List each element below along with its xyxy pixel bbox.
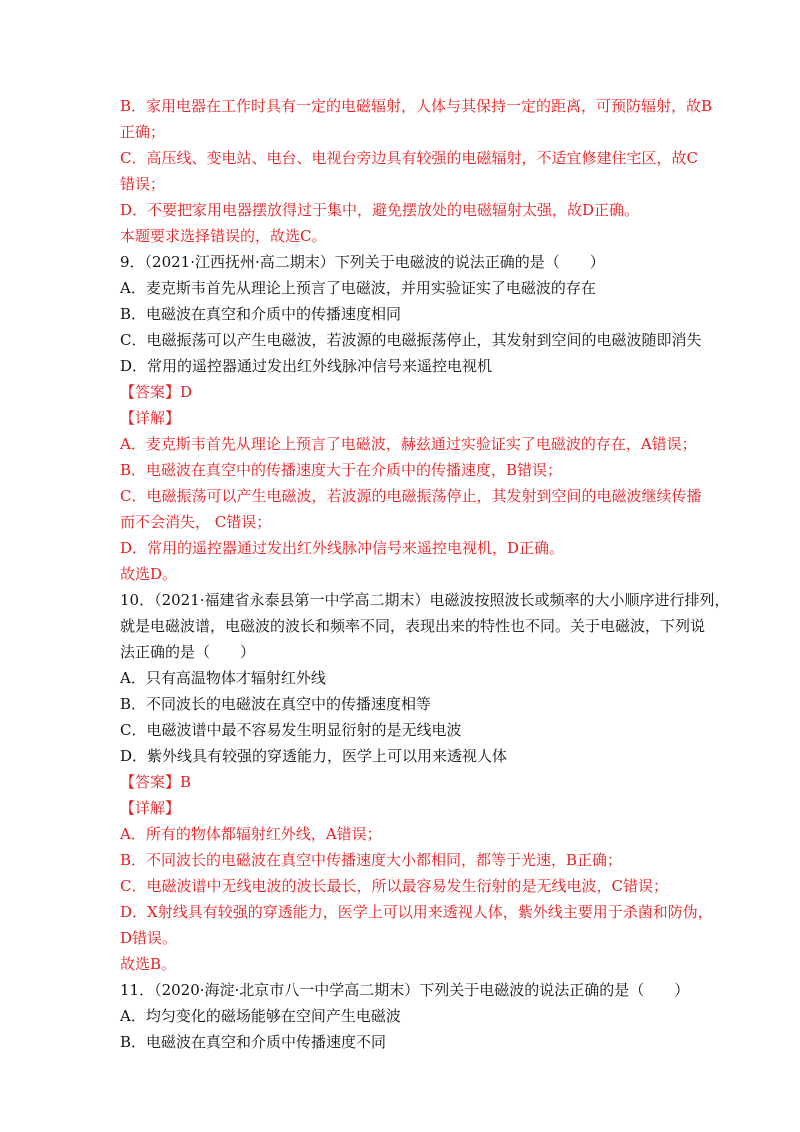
explanation-line: C．电磁波谱中无线电波的波长最长，所以最容易发生衍射的是无线电波，C错误； [120, 877, 668, 895]
answer-line: 错误； [120, 175, 166, 193]
explanation-label: 【详解】 [120, 799, 181, 817]
explanation-line: D．X射线具有较强的穿透能力，医学上可以用来透视人体，紫外线主要用于杀菌和防伪， [120, 903, 713, 921]
explanation-line: D．常用的遥控器通过发出红外线脉冲信号来遥控电视机，D正确。 [120, 539, 565, 557]
conclusion-line: 故选D。 [120, 565, 178, 583]
option-line: D．紫外线具有较强的穿透能力，医学上可以用来透视人体 [120, 747, 508, 765]
question-stem: 就是电磁波谱，电磁波的波长和频率不同，表现出来的特性也不同。关于电磁波，下列说 [120, 617, 706, 635]
explanation-line: B．电磁波在真空中的传播速度大于在介质中的传播速度，B错误； [120, 461, 563, 479]
question-stem: 11．（2020·海淀·北京市八一中学高二期末）下列关于电磁波的说法正确的是（ ） [120, 981, 690, 999]
question-stem: 10．（2021·福建省永泰县第一中学高二期末）电磁波按照波长或频率的大小顺序进行排列， [120, 591, 730, 609]
answer-label: 【答案】D [120, 383, 193, 401]
option-line: C．电磁波谱中最不容易发生明显衍射的是无线电波 [120, 721, 462, 739]
explanation-line: A．所有的物体都辐射红外线，A错误； [120, 825, 382, 843]
option-line: B．电磁波在真空和介质中的传播速度相同 [120, 305, 402, 323]
option-line: C．电磁振荡可以产生电磁波，若波源的电磁振荡停止，其发射到空间的电磁波随即消失 [120, 331, 702, 349]
option-line: B．不同波长的电磁波在真空中的传播速度相等 [120, 695, 432, 713]
explanation-line: A．麦克斯韦首先从理论上预言了电磁波，赫兹通过实验证实了电磁波的存在，A错误； [120, 435, 697, 453]
answer-line: C．高压线、变电站、电台、电视台旁边具有较强的电磁辐射，不适宜修建住宅区，故C [120, 149, 698, 167]
explanation-line: C．电磁振荡可以产生电磁波，若波源的电磁振荡停止，其发射到空间的电磁波继续传播 [120, 487, 702, 505]
answer-line: 正确； [120, 123, 166, 141]
explanation-label: 【详解】 [120, 409, 181, 427]
answer-label: 【答案】B [120, 773, 192, 791]
option-line: B．电磁波在真空和介质中传播速度不同 [120, 1033, 387, 1051]
answer-line: B．家用电器在工作时具有一定的电磁辐射，人体与其保持一定的距离，可预防辐射，故B [120, 97, 713, 115]
conclusion-line: 故选B。 [120, 955, 177, 973]
explanation-line: 而不会消失， C错误； [120, 513, 272, 531]
question-stem: 9．（2021·江西抚州·高二期末）下列关于电磁波的说法正确的是（ ） [120, 253, 605, 271]
option-line: A．只有高温物体才辐射红外线 [120, 669, 326, 687]
explanation-line: D错误。 [120, 929, 178, 947]
question-stem: 法正确的是（ ） [120, 643, 256, 661]
option-line: A．麦克斯韦首先从理论上预言了电磁波，并用实验证实了电磁波的存在 [120, 279, 596, 297]
explanation-line: B．不同波长的电磁波在真空中传播速度大小都相同，都等于光速，B正确； [120, 851, 623, 869]
option-line: D．常用的遥控器通过发出红外线脉冲信号来遥控电视机 [120, 357, 493, 375]
answer-line: 本题要求选择错误的，故选C。 [120, 227, 327, 245]
option-line: A．均匀变化的磁场能够在空间产生电磁波 [120, 1007, 401, 1025]
answer-line: D．不要把家用电器摆放得过于集中，避免摆放处的电磁辐射太强，故D正确。 [120, 201, 640, 219]
